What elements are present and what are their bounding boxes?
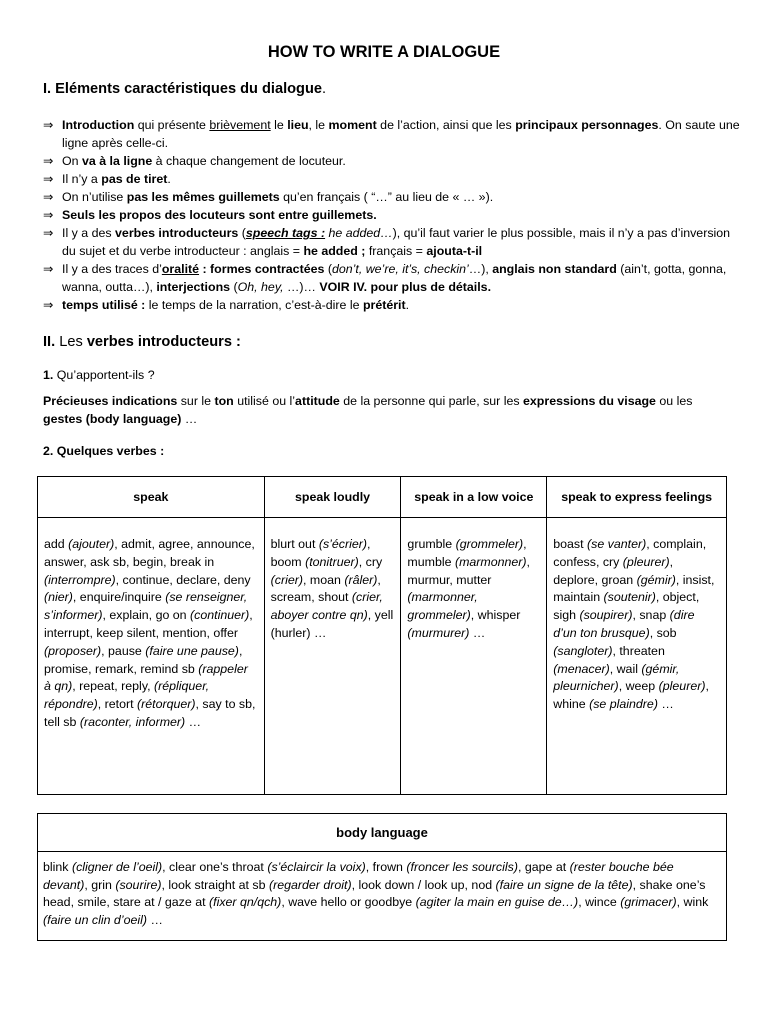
text-run: … [657, 697, 674, 712]
text-run: qui présente [134, 118, 210, 132]
text-run: . [405, 298, 410, 312]
text-run: (marmonner, grommeler) [407, 590, 478, 623]
text-run: , complain, confess, cry [553, 537, 707, 569]
page-title: HOW TO WRITE A DIALOGUE [267, 43, 501, 61]
text-run: , threaten [612, 643, 665, 658]
section1-number: I. [43, 81, 52, 97]
text-run: , look straight at sb [161, 877, 269, 892]
text-run: ( [238, 226, 246, 240]
text-run: , whine [553, 679, 709, 712]
arrow-icon: ⇒ [43, 118, 54, 132]
text-run: (murmurer) [407, 625, 470, 640]
text-run: (faire une pause) [145, 643, 239, 658]
text-run: de la personne qui parle, sur les [339, 394, 524, 408]
text-run: … [469, 625, 486, 640]
section2-heading [43, 333, 241, 351]
text-run: Précieuses indications [43, 394, 178, 408]
bullet-item [43, 296, 743, 314]
text-run: (râler) [344, 572, 378, 587]
text-run: , yell (hurler) … [270, 608, 394, 640]
text-run: (continuer) [190, 608, 250, 623]
text-run: (rétorquer) [136, 697, 196, 712]
arrow-icon: ⇒ [43, 190, 54, 204]
text-run: , admit, agree, announce, answer, ask sb, begin, break in [44, 537, 255, 569]
cell-feelings-verbs [547, 518, 727, 795]
text-run: … [185, 714, 202, 729]
text-run: (crier) [270, 572, 303, 587]
text-run: (s’éclaircir la voix) [267, 860, 366, 874]
text-run: (rester bouche bée devant) [43, 860, 674, 892]
text-run: , continue, declare, deny [115, 572, 251, 587]
text-run: (sangloter) [553, 643, 613, 658]
text-run: lieu [287, 118, 309, 132]
text-run: , clear one’s throat [162, 860, 268, 874]
text-run: (se plaindre) [589, 697, 658, 712]
text-run: qu’en français ( “…” au lieu de « … »). [279, 190, 494, 204]
cell-speak-verbs [38, 518, 265, 795]
text-run: utilisé ou l’ [233, 394, 296, 408]
text-run: anglais non standard [492, 262, 617, 276]
text-run: blink [43, 860, 72, 874]
text-run: (interrompre) [44, 572, 116, 587]
text-run: , wave hello or goodbye [281, 895, 416, 910]
text-run: add [44, 537, 69, 551]
bullet-item [43, 206, 743, 224]
text-run: …), [468, 262, 493, 276]
text-run: , say to sb, tell sb [44, 697, 256, 729]
text-run: …)… [283, 280, 320, 294]
text-run: (tonitruer) [305, 554, 359, 569]
arrow-icon: ⇒ [43, 172, 54, 186]
text-run: . On saute une ligne après celle-ci. [62, 118, 740, 150]
verbs-table [37, 476, 727, 795]
text-run: he added ; [303, 244, 366, 258]
text-run: 2. Quelques verbes : [43, 444, 165, 458]
text-run: (menacer) [553, 661, 610, 676]
arrow-icon: ⇒ [43, 298, 54, 312]
text-run: , weep [618, 679, 659, 694]
text-run: , murmur, mutter [407, 554, 530, 587]
table-header-row [38, 477, 727, 518]
text-run: ou les [655, 394, 693, 408]
body-language-heading: body language [38, 814, 726, 852]
text-run: (sourire) [115, 877, 162, 892]
text-run: interjections [156, 280, 231, 294]
text-run: , deplore, groan [553, 554, 674, 587]
text-run: he added… [325, 226, 393, 240]
text-run: pas de tiret [101, 172, 168, 186]
text-run: . [167, 172, 171, 186]
intro-paragraph [43, 392, 733, 428]
bullet-list [43, 116, 743, 314]
column-header-speak-feelings: speak to express feelings [547, 477, 727, 518]
text-run: sur le [177, 394, 215, 408]
section1-heading [43, 80, 326, 98]
text-run: (soupirer) [579, 608, 633, 623]
text-run: (marmonner) [454, 554, 527, 569]
text-run: ), qu’il faut varier le plus possible, mais il n’y a pas d’inversion du sujet et du verbe introducteur : anglais = [62, 226, 731, 258]
text-run: , frown [365, 860, 407, 874]
bullet-item [43, 170, 743, 188]
text-run: , wail [609, 661, 642, 676]
text-run: (pleurer) [658, 679, 706, 694]
arrow-icon: ⇒ [43, 262, 54, 276]
text-run: ( [324, 262, 332, 276]
text-run: (ain’t, gotta, gonna, wanna, outta…), [62, 262, 727, 294]
text-run: speech tags : [245, 226, 326, 240]
text-run: Introduction [62, 118, 135, 132]
text-run: VOIR IV. pour plus de détails. [319, 280, 492, 294]
text-run: le temps de la narration, c’est-à-dire le [145, 298, 363, 312]
text-run: (répliquer, répondre) [44, 679, 210, 712]
text-run: , interrupt, keep silent, mention, offer [44, 608, 253, 640]
text-run: (proposer) [44, 643, 102, 658]
text-run: temps utilisé : [62, 298, 146, 312]
text-run: , mumble [407, 537, 527, 569]
text-run: , scream, shout [270, 572, 381, 605]
text-run: ( [230, 280, 238, 294]
text-run: à chaque changement de locuteur. [152, 154, 346, 168]
bullet-item [43, 188, 743, 206]
column-header-speak-low-voice: speak in a low voice [401, 477, 547, 518]
text-run: , retort [97, 697, 137, 712]
text-run: : formes contractées [199, 262, 325, 276]
text-run: Il y a des [62, 226, 116, 240]
text-run: moment [328, 118, 377, 132]
text-run: ajouta-t-il [426, 244, 483, 258]
text-run: (gémir, pleurnicher) [553, 661, 680, 694]
subheading-1 [43, 366, 733, 384]
arrow-icon: ⇒ [43, 154, 54, 168]
text-run: prétérit [362, 298, 406, 312]
text-run: pas les mêmes guillemets [126, 190, 280, 204]
text-run: 1. [43, 368, 54, 382]
section2-les: Les [55, 334, 87, 350]
text-run: , le [308, 118, 329, 132]
text-run: (s’écrier) [318, 537, 368, 551]
text-run: verbes introducteurs [115, 226, 239, 240]
text-run: (agiter la main en guise de…) [415, 895, 579, 910]
text-run: attitude [295, 394, 340, 408]
text-run: … [147, 912, 163, 927]
text-run: (rappeler à qn) [44, 661, 248, 694]
text-run: principaux personnages [515, 118, 659, 132]
text-run: (se vanter) [587, 537, 647, 551]
text-run: (ajouter) [68, 537, 115, 551]
section2-title: verbes introducteurs : [86, 334, 241, 350]
text-run: (pleurer) [622, 554, 670, 569]
text-run: On n’utilise [62, 190, 127, 204]
text-run: , wink [676, 895, 709, 910]
text-run: , sob [649, 625, 677, 640]
column-header-speak: speak [38, 477, 265, 518]
text-run: , look down / look up, nod [351, 877, 496, 892]
bullet-item [43, 116, 743, 152]
text-run: (froncer les sourcils) [406, 860, 518, 874]
section1-title: Eléments caractéristiques du dialogue [55, 81, 322, 97]
arrow-icon: ⇒ [43, 226, 54, 240]
bullet-item [43, 260, 743, 296]
text-run: le [270, 118, 288, 132]
text-run: blurt out [270, 537, 319, 551]
text-run: (cligner de l’oeil) [71, 860, 163, 874]
text-run: français = [365, 244, 427, 258]
text-run: (faire un signe de la tête) [495, 877, 633, 892]
text-run: (grimacer) [620, 895, 677, 910]
text-run: grumble [407, 537, 456, 551]
text-run: (crier, aboyer contre qn) [270, 590, 383, 623]
text-run: , whisper [470, 608, 521, 623]
text-run: (gémir) [636, 572, 676, 587]
text-run: , boom [270, 537, 371, 569]
text-run: (raconter, informer) [79, 714, 186, 729]
body-language-box [37, 813, 727, 941]
text-run: , enquire/inquire [72, 590, 166, 605]
text-run: Qu’apportent-ils ? [53, 368, 155, 382]
bullet-item [43, 224, 743, 260]
text-run: Il n’y a [62, 172, 102, 186]
text-run: , explain, go on [102, 608, 191, 623]
text-run: (faire un clin d’oeil) [43, 912, 147, 927]
text-run: Seuls les propos des locuteurs sont entre guillemets. [62, 208, 377, 222]
text-run: , repeat, reply, [72, 679, 154, 694]
text-run: boast [553, 537, 588, 551]
text-run: , moan [302, 572, 345, 587]
body-language-text [38, 852, 726, 929]
cell-speak-loudly-verbs [264, 518, 401, 795]
text-run: oralité [161, 262, 200, 276]
section1-period: . [322, 81, 327, 97]
text-run: , gape at [517, 860, 570, 874]
text-run: (grommeler) [455, 537, 524, 551]
text-run: (nier) [44, 590, 73, 605]
text-run: (dire d’un ton brusque) [553, 608, 695, 640]
section2-number: II. [43, 334, 56, 350]
text-run: , cry [358, 554, 383, 569]
text-run: , insist, maintain [553, 572, 715, 605]
subheading-2 [43, 442, 733, 460]
text-run: (soutenir) [603, 590, 656, 605]
text-run: (fixer qn/qch) [209, 895, 282, 910]
text-run: , promise, remark, remind sb [44, 643, 243, 676]
text-run: , shake one’s head, smile, stare at / gaze at [43, 877, 706, 910]
arrow-icon: ⇒ [43, 208, 54, 222]
cell-low-voice-verbs [401, 518, 547, 795]
text-run: On [62, 154, 82, 168]
text-run: va à la ligne [81, 154, 153, 168]
text-run: brièvement [209, 118, 271, 132]
column-header-speak-loudly: speak loudly [264, 477, 401, 518]
text-run: … [181, 412, 198, 426]
text-run: (se renseigner, s’informer) [44, 590, 248, 623]
text-run: , snap [632, 608, 670, 623]
text-run: ton [214, 394, 234, 408]
text-run: Oh, hey, [237, 280, 284, 294]
text-run: (regarder droit) [268, 877, 352, 892]
text-run: , object, sigh [553, 590, 700, 623]
text-run: , wince [578, 895, 621, 910]
table-row [38, 518, 727, 795]
bullet-item [43, 152, 743, 170]
text-run: , pause [101, 643, 146, 658]
text-run: gestes (body language) [43, 412, 182, 426]
text-run: don’t, we’re, it’s, checkin’ [331, 262, 469, 276]
text-run: de l’action, ainsi que les [376, 118, 516, 132]
text-run: , grin [84, 877, 116, 892]
text-run: expressions du visage [523, 394, 656, 408]
text-run: Il y a des traces d’ [62, 262, 162, 276]
